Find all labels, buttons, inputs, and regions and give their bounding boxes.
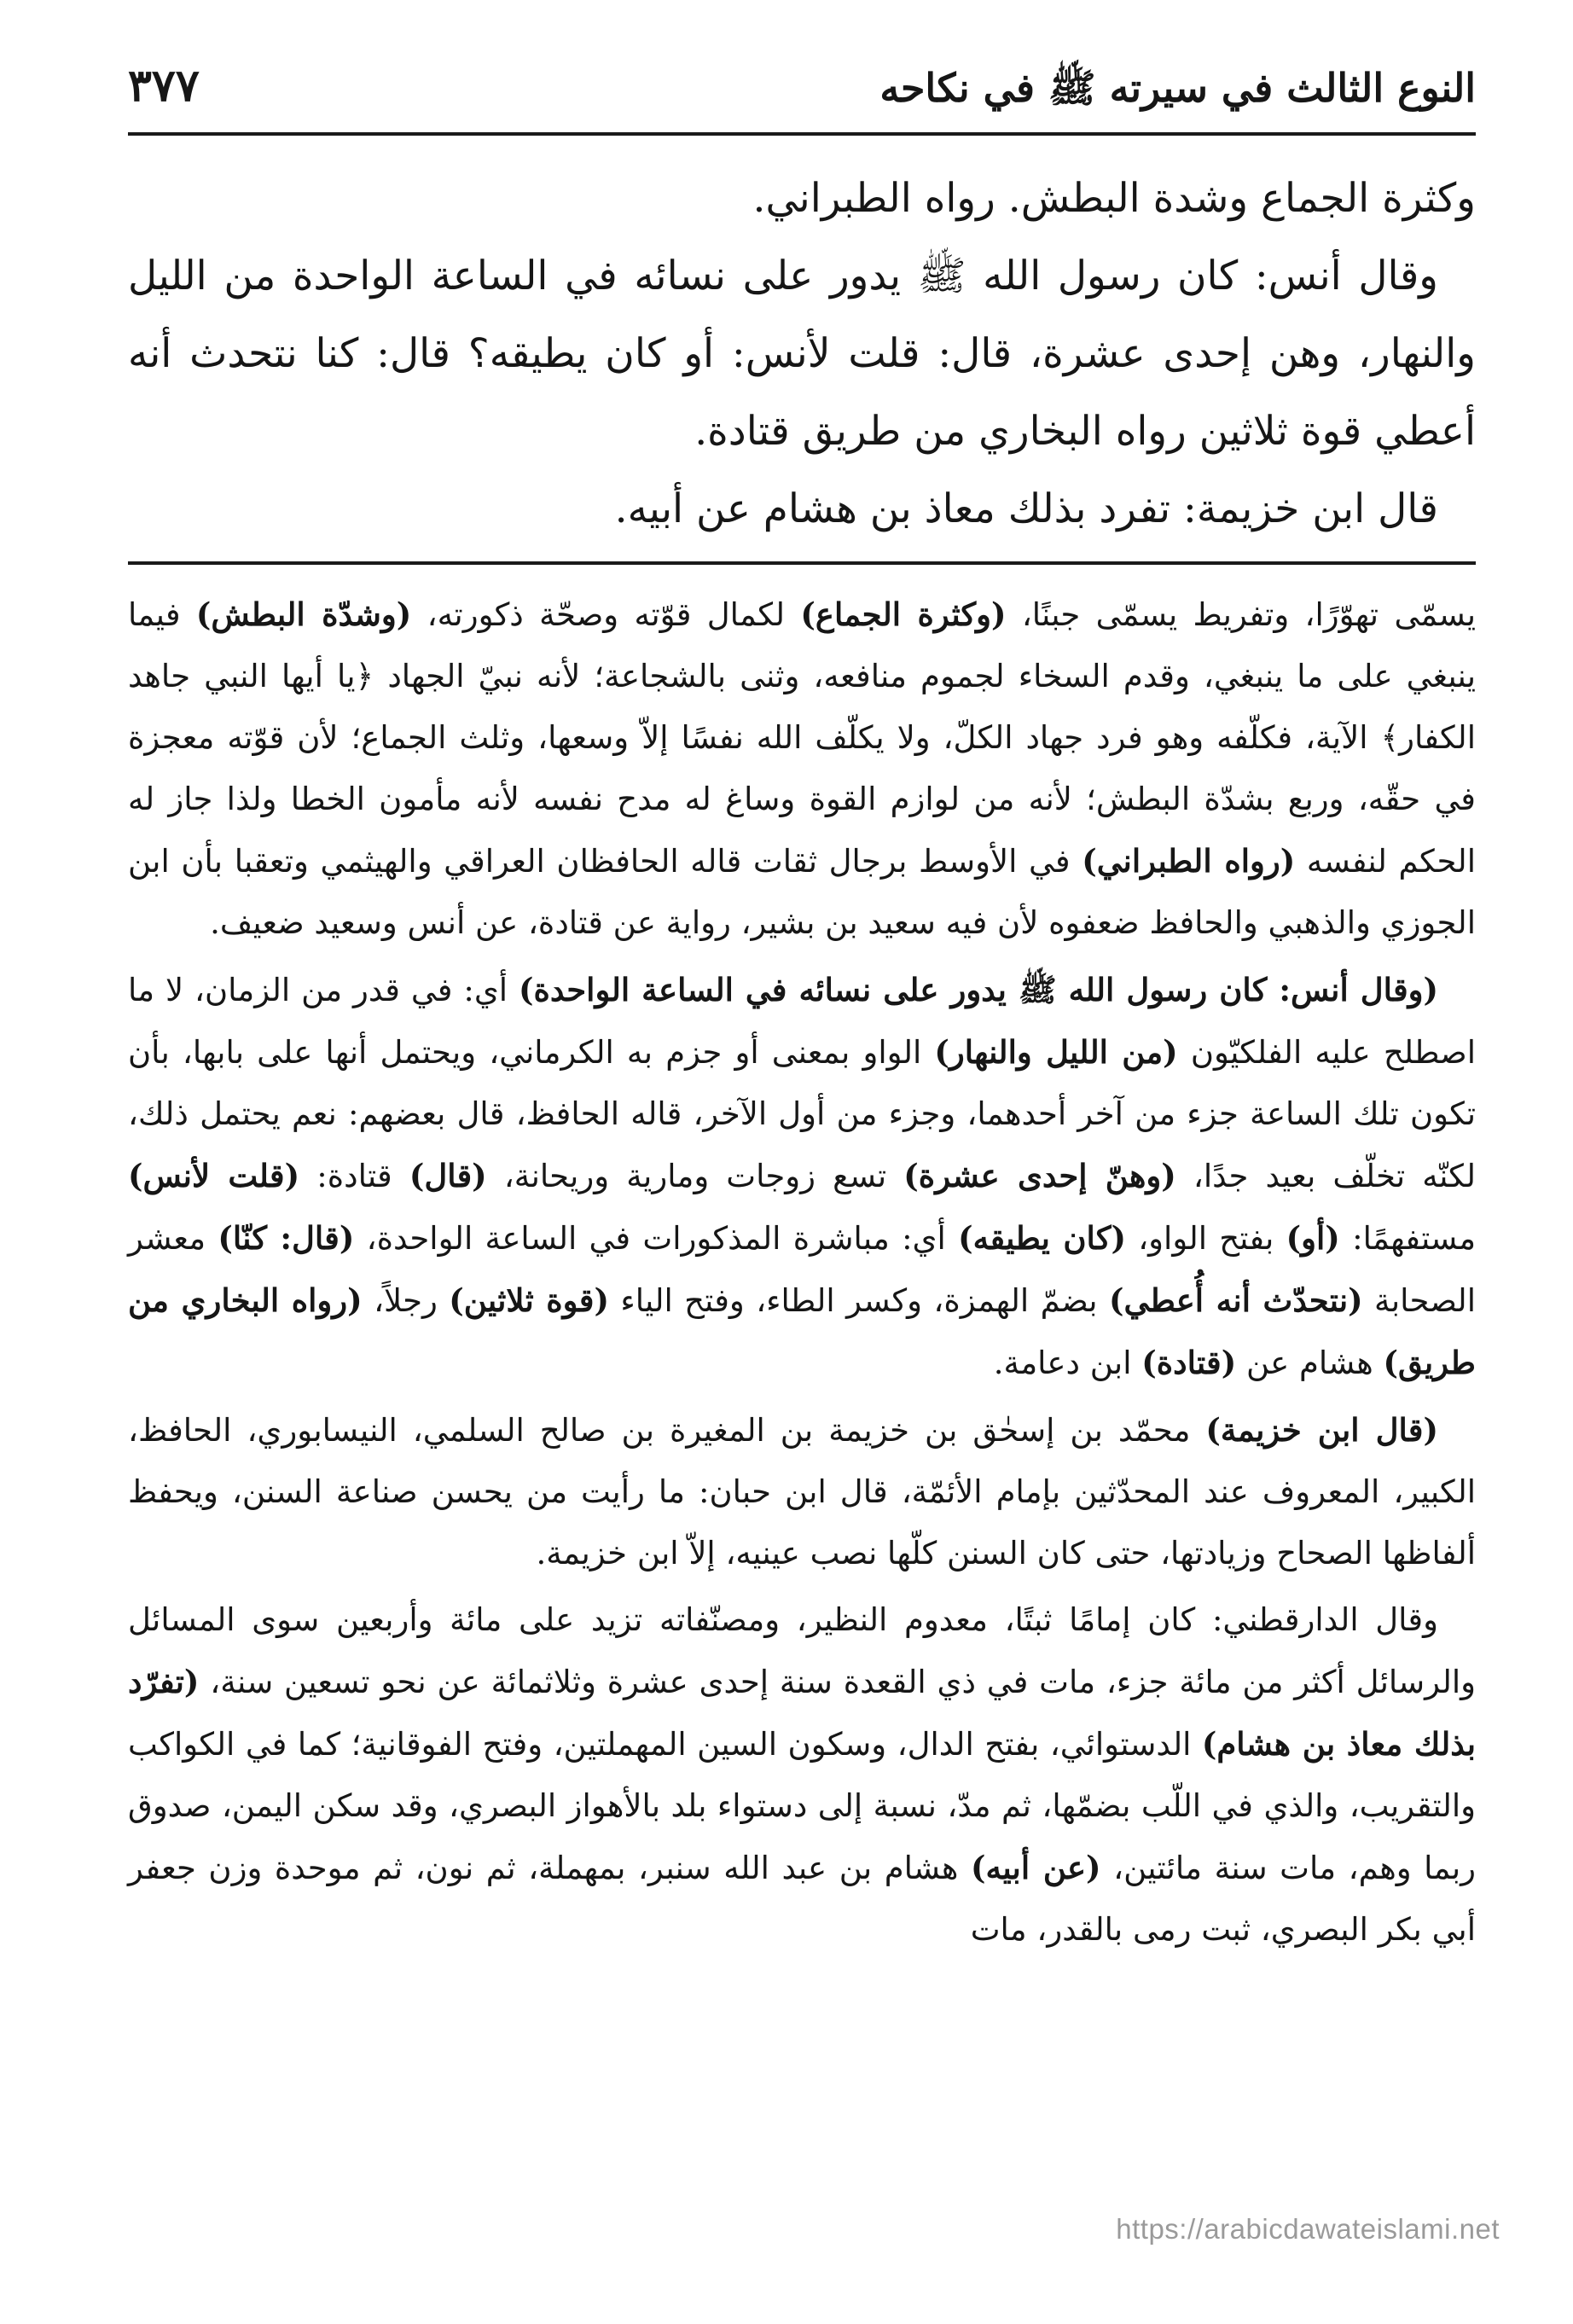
commentary-text: تسع زوجات ومارية وريحانة، (486, 1158, 904, 1194)
commentary-text: قتادة: (299, 1158, 409, 1194)
commentary-text: مستفهمًا: (1339, 1220, 1477, 1257)
commentary-text: هشام بن عبد الله سنبر، بمهملة، ثم نون، ثم موحدة وزن جعفر أبي بكر البصري، ثبت رمى بالقدر، مات (128, 1850, 1476, 1948)
commentary-text: لكمال قوّته وصحّة ذكورته، (411, 596, 801, 633)
commentary-paragraph (128, 1589, 1476, 1961)
quoted-phrase: (قلت لأنس) (128, 1157, 300, 1194)
quoted-phrase: (عن أبيه) (971, 1849, 1101, 1886)
commentary-text: أي: في قدر من الزمان، لا ما اصطلح عليه الفلكيّون (128, 972, 1477, 1071)
quoted-phrase: (رواه البخاري من طريق) (128, 1281, 1476, 1381)
commentary-paragraph (128, 1399, 1476, 1584)
commentary-paragraph (128, 584, 1476, 954)
quoted-phrase: (وكثرة الجماع) (800, 596, 1007, 633)
commentary-text: فيما ينبغي على ما ينبغي، وقدم السخاء لجموم منافعه، وثنى بالشجاعة؛ لأنه نبيّ الجهاد ﴿يا أيها النبي جاهد الكفار﴾ الآية، فكلّفه وهو فرد جهاد الكلّ، ولا يكلّف الله نفسًا إلاّ وسعها، وثلث الجماع؛ لأن قوّته معجزة في حقّه، وربع بشدّة البطش؛ لأنه من لوازم القوة وساغ له مدح نفسه لأنه مأمون الخطا ولذا جاز له الحكم لنفسه (128, 596, 1476, 880)
quoted-phrase: (قتادة) (1141, 1344, 1237, 1381)
commentary-text: محمّد بن إسحٰق بن خزيمة بن المغيرة بن صالح السلمي، النيسابوري، الحافظ، الكبير، المعروف عند المحدّثين بإمام الأئمّة، قال ابن حبان: ما رأيت من يحسن صناعة السنن، ويحفظ ألفاظها الصحاح وزيادتها، حتى كان السنن كلّها نصب عينيه، إلاّ ابن خزيمة. (128, 1412, 1476, 1572)
commentary-text: بضمّ الهمزة، وكسر الطاء، وفتح الياء (608, 1282, 1109, 1319)
main-text-paragraph: وقال أنس: كان رسول الله ﷺ يدور على نسائه في الساعة الواحدة من الليل والنهار، وهن إحدى عشرة، قال: قلت لأنس: أو كان يطيقه؟ قال: كنا نتحدث أنه أعطي قوة ثلاثين رواه البخاري من طريق قتادة. (128, 253, 1476, 455)
commentary-text: الواو بمعنى أو جزم به الكرماني، ويحتمل أنها على بابها، بأن تكون تلك الساعة جزء من آخر أحدهما، وجزء من أول الآخر، قاله الحافظ، قال بعضهم: نعم يحتمل ذلك، لكنّه تخلّف بعيد جدًا، (128, 1034, 1476, 1194)
page-content (128, 51, 1476, 2269)
quoted-phrase: (قال: كنّا) (218, 1219, 355, 1257)
commentary-text: رجلاً، (362, 1282, 450, 1319)
site-watermark: https://arabicdawateislami.net (1116, 2213, 1500, 2245)
quoted-phrase: (رواه الطبراني) (1082, 842, 1296, 880)
quoted-phrase: (أو) (1286, 1219, 1340, 1257)
main-text-paragraph: قال ابن خزيمة: تفرد بذلك معاذ بن هشام عن أبيه. (614, 485, 1438, 532)
commentary-paragraph (128, 959, 1476, 1394)
quoted-phrase: (من الليل والنهار) (934, 1033, 1178, 1071)
commentary-text: يسمّى تهوّرًا، وتفريط يسمّى جبنًا، (1006, 596, 1476, 633)
quoted-phrase: (قوة ثلاثين) (449, 1281, 609, 1319)
commentary-text: هشام عن (1236, 1345, 1384, 1381)
quoted-phrase: (وشدّة البطش) (195, 596, 412, 633)
commentary-text: معشر الصحابة (128, 1220, 1476, 1319)
commentary-text: أي: مباشرة المذكورات في الساعة الواحدة، (354, 1220, 959, 1257)
quoted-phrase: (نتحدّث أنه أُعطي) (1109, 1281, 1363, 1319)
quoted-phrase: (وهنّ إحدى عشرة) (903, 1157, 1176, 1194)
quoted-phrase: (كان يطيقه) (958, 1219, 1126, 1257)
commentary-text: في الأوسط برجال ثقات قاله الحافظان العراقي والهيثمي وتعقبا بأن ابن الجوزي والذهبي والحافظ ضعفوه لأن فيه سعيد بن بشير، رواية عن قتادة، عن أنس وسعيد ضعيف. (128, 843, 1476, 941)
commentary-text: بفتح الواو، (1125, 1220, 1286, 1257)
main-text (128, 160, 1476, 548)
quoted-phrase: (وقال أنس: كان رسول الله ﷺ يدور على نسائه في الساعة الواحدة) (518, 971, 1439, 1008)
commentary-text: ابن دعامة. (993, 1345, 1142, 1381)
quoted-phrase: (تفرّد بذلك معاذ بن هشام) (128, 1663, 1476, 1763)
header-title: النوع الثالث في سيرته ﷺ في نكاحه (879, 65, 1476, 111)
commentary (128, 584, 1476, 1961)
quoted-phrase: (قال) (409, 1157, 487, 1194)
page-number: ٣٧٧ (128, 60, 200, 112)
commentary-text: وقال الدارقطني: كان إمامًا ثبتًا، معدوم النظير، ومصنّفاته تزيد على مائة وأربعين سوى المسائل والرسائل أكثر من مائة جزء، مات في ذي القعدة سنة إحدى عشرة وثلاثمائة عن نحو تسعين سنة، (128, 1601, 1476, 1700)
quoted-phrase: (قال ابن خزيمة) (1205, 1411, 1438, 1449)
running-header (128, 51, 1476, 136)
commentary-text: الدستوائي، بفتح الدال، وسكون السين المهملتين، وفتح الفوقانية؛ كما في الكواكب والتقريب، والذي في اللّب بضمّها، ثم مدّ، نسبة إلى دستواء بلد بالأهواز البصري، وقد سكن اليمن، صدوق ربما وهم، مات سنة مائتين، (128, 1726, 1477, 1886)
main-text-paragraph: وكثرة الجماع وشدة البطش. رواه الطبراني. (752, 175, 1476, 222)
section-divider (128, 561, 1476, 565)
